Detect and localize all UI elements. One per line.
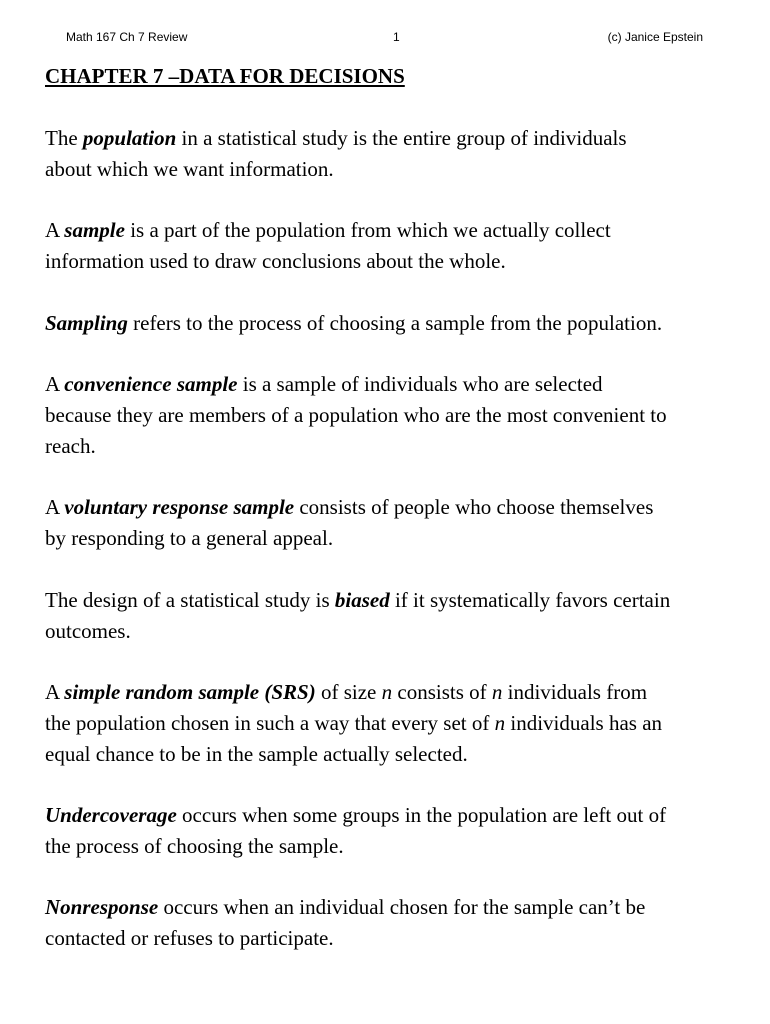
line (45, 308, 735, 339)
text: A (45, 218, 65, 242)
line: reach. (45, 434, 96, 458)
definition-nonresponse (45, 892, 735, 954)
text: individuals from (502, 680, 648, 704)
text: A (45, 680, 65, 704)
definition-convenience-sample (45, 369, 735, 462)
term-population: population (82, 126, 177, 150)
text: A (45, 495, 65, 519)
definition-biased (45, 585, 735, 647)
text: is a part of the population from which we actually collect (124, 218, 611, 242)
term-voluntary-response-sample: voluntary response sample (64, 495, 295, 519)
variable-n: n (491, 680, 503, 704)
line: about which we want information. (45, 157, 334, 181)
line: contacted or refuses to participate. (45, 926, 334, 950)
variable-n: n (494, 711, 506, 735)
term-simple-random-sample: simple random sample (SRS) (64, 680, 316, 704)
line: the process of choosing the sample. (45, 834, 344, 858)
chapter-title: CHAPTER 7 –DATA FOR DECISIONS (45, 64, 405, 88)
term-convenience-sample: convenience sample (64, 372, 238, 396)
text: the population chosen in such a way that every set of (45, 711, 495, 735)
definition-population (45, 123, 735, 185)
text: The (45, 126, 83, 150)
line: because they are members of a population who are the most convenient to (45, 403, 667, 427)
definition-undercoverage (45, 800, 735, 862)
header-page-number: 1 (393, 30, 400, 44)
text: refers to the process of choosing a sample from the population. (127, 311, 663, 335)
line (45, 123, 735, 154)
line (45, 215, 735, 246)
variable-n: n (381, 680, 393, 704)
text: individuals has an (505, 711, 663, 735)
definition-simple-random-sample (45, 677, 735, 770)
line (45, 492, 735, 523)
line (45, 708, 735, 739)
text: of size (315, 680, 382, 704)
header-course: Math 167 Ch 7 Review (66, 30, 188, 44)
text: in a statistical study is the entire group of individuals (176, 126, 627, 150)
line: outcomes. (45, 619, 131, 643)
text: occurs when an individual chosen for the sample can’t be (158, 895, 646, 919)
text: The design of a statistical study is (45, 588, 335, 612)
text: if it systematically favors certain (389, 588, 671, 612)
text: consists of (392, 680, 492, 704)
header-author: (c) Janice Epstein (607, 30, 703, 44)
definition-sampling (45, 308, 735, 339)
text: is a sample of individuals who are selected (237, 372, 603, 396)
line: by responding to a general appeal. (45, 526, 334, 550)
line (45, 892, 735, 923)
term-sampling: Sampling (45, 311, 128, 335)
line (45, 800, 735, 831)
line: information used to draw conclusions about the whole. (45, 249, 506, 273)
text: A (45, 372, 65, 396)
term-nonresponse: Nonresponse (45, 895, 159, 919)
line (45, 677, 735, 708)
text: consists of people who choose themselves (294, 495, 654, 519)
definition-sample (45, 215, 735, 277)
term-sample: sample (64, 218, 125, 242)
line (45, 369, 735, 400)
term-biased: biased (334, 588, 390, 612)
text: occurs when some groups in the population are left out of (176, 803, 667, 827)
line: equal chance to be in the sample actually selected. (45, 742, 468, 766)
term-undercoverage: Undercoverage (45, 803, 177, 827)
definition-voluntary-response-sample (45, 492, 735, 554)
line (45, 585, 735, 616)
